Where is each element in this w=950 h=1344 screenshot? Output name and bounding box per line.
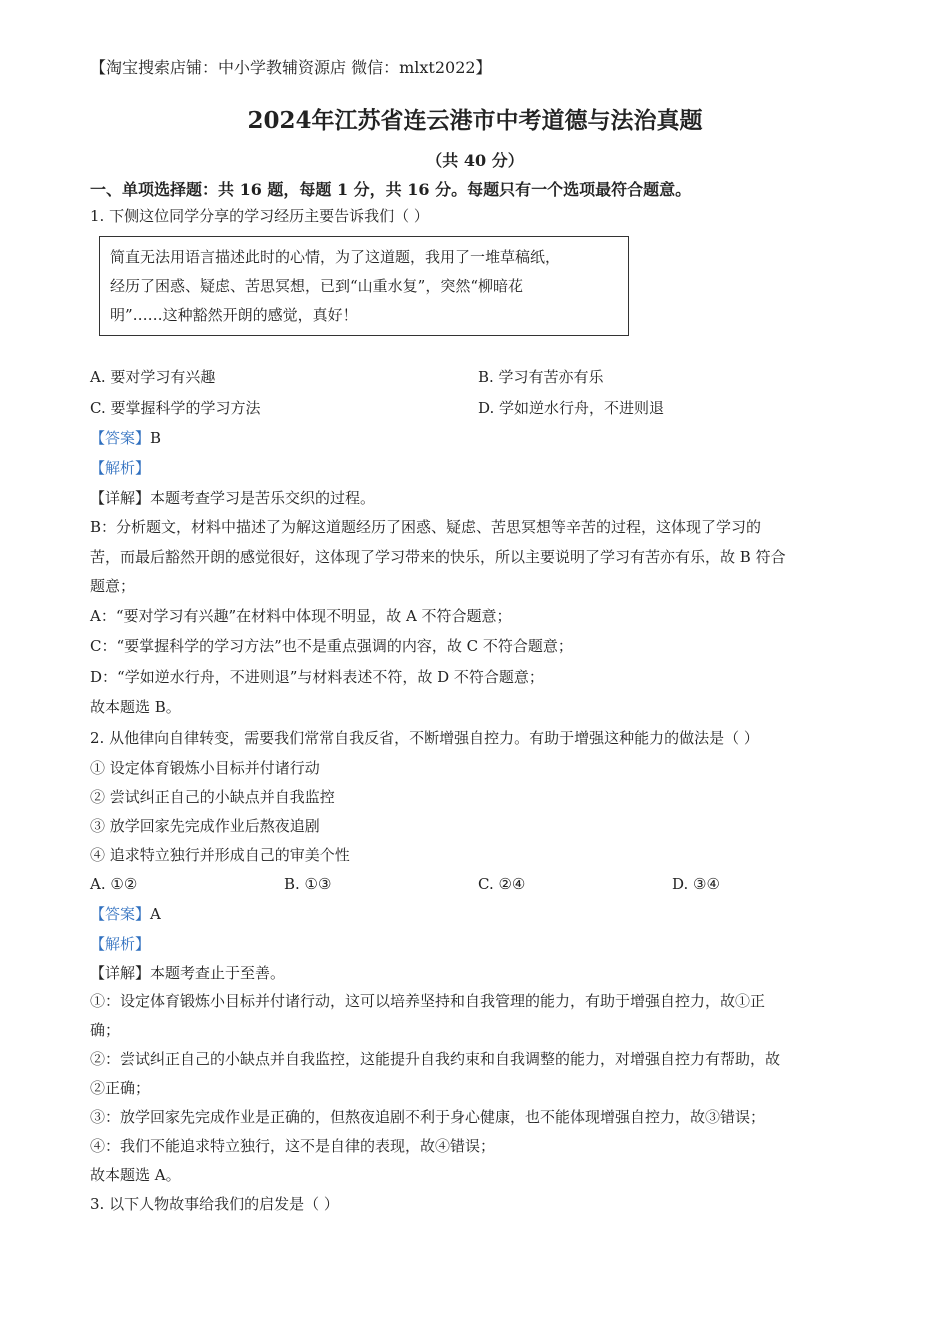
q2-option-b: B. ①③ <box>284 875 332 893</box>
q2-detail-line: 确； <box>90 1021 121 1039</box>
q1-stem: 1. 下侧这位同学分享的学习经历主要告诉我们（ ） <box>90 207 429 225</box>
q2-detail-line: 故本题选 A。 <box>90 1166 181 1184</box>
page-title: 2024年江苏省连云港市中考道德与法治真题 <box>247 107 703 134</box>
q1-quote-box <box>99 236 629 336</box>
q2-item: ③ 放学回家先完成作业后熬夜追剧 <box>90 817 320 835</box>
q2-detail-line: ③：放学回家先完成作业是正确的，但熬夜追剧不利于身心健康，也不能体现增强自控力，故③错误； <box>90 1108 766 1126</box>
q1-detail-line: B：分析题文，材料中描述了为解这道题经历了困惑、疑虑、苦思冥想等辛苦的过程，这体现了学习的 <box>90 518 762 536</box>
q2-detail-line: ④：我们不能追求特立独行，这不是自律的表现，故④错误； <box>90 1137 496 1155</box>
section-heading: 一、单项选择题：共 16 题，每题 1 分，共 16 分。每题只有一个选项最符合题意。 <box>90 180 692 199</box>
q2-detail-line: ①：设定体育锻炼小目标并付诸行动，这可以培养坚持和自我管理的能力，有助于增强自控力，故①正 <box>90 992 766 1010</box>
q1-quote-line: 简直无法用语言描述此时的心情，为了这道题，我用了一堆草稿纸， <box>110 248 561 266</box>
q1-detail-line: A：“要对学习有兴趣”在材料中体现不明显，故 A 不符合题意； <box>90 607 512 625</box>
q1-option-c: C. 要掌握科学的学习方法 <box>90 399 261 417</box>
q2-stem: 2. 从他律向自律转变，需要我们常常自我反省，不断增强自控力。有助于增强这种能力的做法是（ ） <box>90 729 759 747</box>
q2-detail-line: 【详解】本题考查止于至善。 <box>90 964 286 982</box>
answer-value: A <box>150 905 161 923</box>
q2-option-d: D. ③④ <box>672 875 720 893</box>
q2-option-c: C. ②④ <box>478 875 526 893</box>
q1-quote-line: 明”……这种豁然开朗的感觉，真好！ <box>110 306 358 324</box>
q2-detail-line: ②：尝试纠正自己的小缺点并自我监控，这能提升自我约束和自我调整的能力，对增强自控力有帮助，故 <box>90 1050 781 1068</box>
q2-answer <box>90 904 161 924</box>
answer-value: B <box>150 429 162 447</box>
q2-option-a: A. ①② <box>90 875 138 893</box>
q1-option-d: D. 学如逆水行舟，不进则退 <box>478 399 665 417</box>
q1-detail-line: 故本题选 B。 <box>90 698 181 716</box>
q1-analysis-label: 【解析】 <box>90 459 151 477</box>
answer-label: 【答案】 <box>90 905 151 923</box>
q1-answer <box>90 428 161 448</box>
q3-stem: 3. 以下人物故事给我们的启发是（ ） <box>90 1195 339 1213</box>
q1-detail-line: 【详解】本题考查学习是苦乐交织的过程。 <box>90 489 376 507</box>
q1-option-b: B. 学习有苦亦有乐 <box>478 368 604 386</box>
q1-detail-line: 苦，而最后豁然开朗的感觉很好，这体现了学习带来的快乐，所以主要说明了学习有苦亦有乐，故 B 符合 <box>90 548 786 566</box>
score-total: （共 40 分） <box>426 151 524 170</box>
q2-item: ② 尝试纠正自己的小缺点并自我监控 <box>90 788 335 806</box>
q1-detail-line: C：“要掌握科学的学习方法”也不是重点强调的内容，故 C 不符合题意； <box>90 637 573 655</box>
q2-item: ④ 追求特立独行并形成自己的审美个性 <box>90 846 350 864</box>
shop-banner: 【淘宝搜索店铺：中小学教辅资源店 微信：mlxt2022】 <box>90 58 492 77</box>
q1-detail-line: 题意； <box>90 577 136 595</box>
q1-option-a: A. 要对学习有兴趣 <box>90 368 216 386</box>
q1-detail-line: D：“学如逆水行舟，不进则退”与材料表述不符，故 D 不符合题意； <box>90 668 544 686</box>
answer-label: 【答案】 <box>90 429 151 447</box>
q1-quote-line: 经历了困惑、疑虑、苦思冥想，已到“山重水复”，突然“柳暗花 <box>110 277 524 295</box>
q2-analysis-label: 【解析】 <box>90 935 151 953</box>
q2-detail-line: ②正确； <box>90 1079 151 1097</box>
q2-item: ① 设定体育锻炼小目标并付诸行动 <box>90 759 320 777</box>
